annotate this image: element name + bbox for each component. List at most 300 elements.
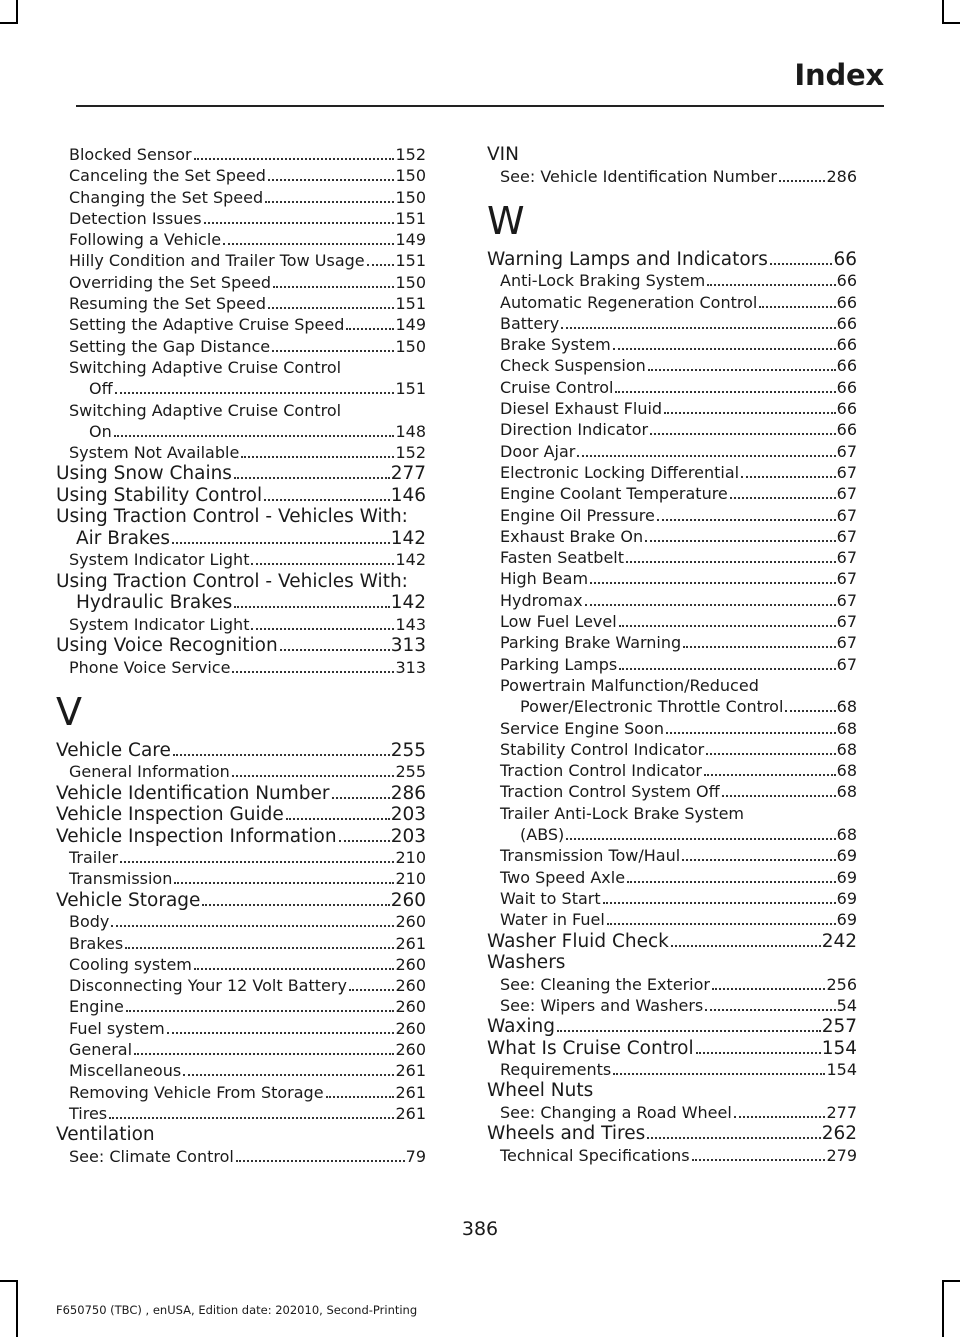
index-entry-text: Traction Control Indicator: [500, 761, 702, 781]
index-entry-text: Vehicle Identification Number: [56, 782, 330, 804]
index-subentry: [487, 441, 857, 462]
index-heading: VIN: [487, 144, 519, 165]
index-entry-text: What Is Cruise Control: [487, 1037, 694, 1059]
index-subentry: [487, 526, 857, 547]
index-entry-text: Engine: [69, 997, 124, 1017]
dot-leader: [234, 477, 390, 479]
index-entry-line2: [500, 824, 857, 845]
dot-leader: [183, 1074, 394, 1076]
page-ref: 149: [395, 315, 426, 335]
page-ref: 257: [821, 1016, 857, 1038]
page-ref: 260: [395, 976, 426, 996]
index-subentry: [487, 419, 857, 440]
index-entry-text-line1: Using Traction Control - Vehicles With:: [56, 506, 408, 528]
dot-leader: [273, 286, 394, 288]
index-entry-text: Using Voice Recognition: [56, 635, 278, 657]
page-ref: 67: [836, 612, 857, 632]
dot-leader: [204, 222, 395, 224]
page-ref: 203: [390, 825, 426, 847]
page-ref: 142: [390, 527, 426, 549]
page-ref: 261: [395, 1103, 426, 1123]
dot-leader: [585, 604, 836, 606]
index-subentry: [487, 568, 857, 589]
index-subentry: [56, 1018, 426, 1039]
dot-leader: [566, 838, 835, 840]
dot-leader: [607, 923, 836, 925]
index-subentry: [487, 313, 857, 334]
page-ref: 313: [395, 657, 426, 677]
index-subentry: [56, 933, 426, 954]
index-entry-text: Setting the Gap Distance: [69, 336, 271, 356]
dot-leader: [561, 327, 835, 329]
index-subentry: [56, 144, 426, 165]
index-subentry: [56, 187, 426, 208]
page-ref: 277: [826, 1102, 857, 1122]
index-entry-text: Using Snow Chains: [56, 463, 232, 485]
page-ref: 66: [836, 313, 857, 333]
index-entry-text: Service Engine Soon: [500, 718, 665, 738]
page-ref: 152: [395, 145, 426, 164]
index-subentry: [56, 314, 426, 335]
crop-mark-bottom-right-vertical: [942, 1280, 944, 1337]
index-entry-text: Wait to Start: [500, 888, 601, 908]
page-ref: 262: [821, 1123, 857, 1145]
index-subentry: [487, 632, 857, 653]
dot-leader: [666, 732, 836, 734]
page-ref: 67: [836, 441, 857, 461]
index-entry: [56, 740, 426, 762]
page-ref: 67: [836, 569, 857, 589]
index-subentry: [487, 1059, 857, 1080]
dot-leader: [232, 775, 395, 777]
crop-mark-bottom-left-horizontal: [0, 1280, 16, 1282]
dot-leader: [759, 306, 835, 308]
index-entry-text: See: Wipers and Washers: [500, 995, 704, 1015]
index-entry-text: Blocked Sensor: [69, 145, 192, 164]
index-subentry: [487, 611, 857, 632]
index-entry-wrapped: [56, 506, 426, 549]
page-ref: 66: [836, 271, 857, 291]
index-entry: [487, 249, 857, 271]
page-ref: 261: [395, 1082, 426, 1102]
index-entry-text: Door Ajar: [500, 441, 576, 461]
crop-mark-top-left-horizontal: [0, 22, 16, 24]
page-ref: 150: [395, 272, 426, 292]
index-entry-text: Anti-Lock Braking System: [500, 271, 706, 291]
index-subentry: [487, 355, 857, 376]
dot-leader: [645, 540, 836, 542]
dot-leader: [615, 391, 835, 393]
dot-leader: [223, 243, 394, 245]
index-entry-text-line2: On: [89, 421, 112, 441]
index-subentry: [56, 1146, 426, 1167]
index-entry-text: High Beam: [500, 569, 589, 589]
index-entry-text-line1: Switching Adaptive Cruise Control: [69, 400, 342, 420]
page-ref: 66: [836, 377, 857, 397]
index-entry-text: Tires: [69, 1103, 108, 1123]
page-ref: 150: [395, 166, 426, 186]
index-entry-text: Transmission: [69, 869, 173, 889]
index-subentry: [487, 974, 857, 995]
index-subentry: [56, 293, 426, 314]
index-subentry: [56, 761, 426, 782]
index-entry: [56, 783, 426, 805]
index-entry: [56, 485, 426, 507]
index-subentry: [487, 398, 857, 419]
index-entry-text: Stability Control Indicator: [500, 739, 705, 759]
index-entry-text: Requirements: [500, 1060, 612, 1080]
page-ref: 68: [836, 782, 857, 802]
index-entry-text: Miscellaneous: [69, 1061, 182, 1081]
index-subentry: [487, 781, 857, 802]
dot-leader: [286, 818, 390, 820]
index-entry-text: Engine Coolant Temperature: [500, 484, 728, 504]
index-subentry-wrapped: [56, 400, 426, 443]
dot-leader: [682, 859, 835, 861]
index-entry: [487, 931, 857, 953]
dot-leader: [705, 1009, 835, 1011]
dot-leader: [722, 795, 836, 797]
page-ref: 210: [395, 848, 426, 868]
index-entry-text: Removing Vehicle From Storage: [69, 1082, 324, 1102]
index-entry-text: Following a Vehicle: [69, 230, 222, 250]
index-entry-text: Washer Fluid Check: [487, 930, 669, 952]
dot-leader: [232, 671, 394, 673]
header-divider: [76, 105, 884, 107]
page-ref: 68: [836, 761, 857, 781]
dot-leader: [172, 542, 390, 544]
index-entry-text: Parking Brake Warning: [500, 633, 682, 653]
index-entry-text: Detection Issues: [69, 208, 202, 228]
crop-mark-bottom-right-horizontal: [944, 1280, 960, 1282]
index-subentry: [56, 996, 426, 1017]
page-ref: 142: [395, 550, 426, 570]
index-subentry: [56, 975, 426, 996]
index-entry-text: Automatic Regeneration Control: [500, 292, 758, 312]
index-entry-text-line2: (ABS): [520, 825, 565, 845]
dot-leader: [603, 902, 836, 904]
index-subentry: [487, 462, 857, 483]
dot-leader: [770, 263, 833, 265]
dot-leader: [785, 710, 835, 712]
dot-leader: [241, 456, 394, 458]
page-ref: 242: [821, 930, 857, 952]
index-entry-text: Canceling the Set Speed: [69, 166, 266, 186]
dot-leader: [683, 646, 835, 648]
index-entry-line2: [69, 421, 426, 442]
dot-leader: [268, 179, 395, 181]
index-entry-text: System Not Available: [69, 443, 240, 463]
page-ref: 54: [836, 995, 857, 1015]
page-ref: 148: [395, 421, 426, 441]
index-subentry: [487, 718, 857, 739]
index-entry-text-line2: Hydraulic Brakes: [76, 592, 233, 614]
dot-leader: [613, 1073, 825, 1075]
index-subentry: [56, 614, 426, 635]
index-subentry: [56, 1039, 426, 1060]
dot-leader: [264, 499, 390, 501]
page-ref: 279: [826, 1145, 857, 1165]
page-ref: 151: [395, 208, 426, 228]
index-subentry: [56, 229, 426, 250]
index-subentry: [487, 995, 857, 1016]
dot-leader: [265, 201, 394, 203]
index-entry-text: Direction Indicator: [500, 420, 649, 440]
index-entry-line2: [500, 696, 857, 717]
index-entry: [56, 826, 426, 848]
dot-leader: [194, 968, 395, 970]
index-subentry: [487, 166, 857, 187]
dot-leader: [167, 1032, 395, 1034]
index-entry-text: Cooling system: [69, 954, 192, 974]
index-subentry: [56, 1082, 426, 1103]
dot-leader: [367, 264, 395, 266]
index-subentry: [56, 657, 426, 678]
dot-leader: [268, 307, 394, 309]
index-entry: [487, 1038, 857, 1060]
index-subentry: [56, 954, 426, 975]
dot-leader: [650, 433, 836, 435]
dot-leader: [692, 1159, 826, 1161]
index-heading: Washers: [487, 952, 566, 973]
page-ref: 66: [833, 248, 857, 270]
page-ref: 255: [390, 739, 426, 761]
dot-leader: [251, 563, 394, 565]
index-heading: Ventilation: [56, 1124, 155, 1146]
page-ref: 67: [836, 654, 857, 674]
index-entry-text: See: Vehicle Identification Number: [500, 166, 777, 186]
page-ref: 277: [390, 463, 426, 485]
index-entry-text: Resuming the Set Speed: [69, 294, 266, 314]
dot-leader: [272, 350, 394, 352]
index-entry-text: Check Suspension: [500, 356, 646, 376]
index-entry: [56, 890, 426, 912]
dot-leader: [339, 840, 390, 842]
dot-leader: [280, 649, 390, 651]
index-subentry: [487, 270, 857, 291]
page-ref: 260: [395, 1040, 426, 1060]
page-ref: 260: [390, 889, 426, 911]
page-ref: 150: [395, 187, 426, 207]
dot-leader: [111, 925, 394, 927]
index-entry-text: See: Climate Control: [69, 1146, 234, 1166]
index-subentry: [487, 292, 857, 313]
index-entry-text: Diesel Exhaust Fluid: [500, 399, 663, 419]
index-entry-text: Transmission Tow/Haul: [500, 846, 681, 866]
index-section-letter: W: [487, 198, 525, 243]
index-entry-text: Warning Lamps and Indicators: [487, 248, 768, 270]
index-entry-text: Using Stability Control: [56, 484, 263, 506]
page-ref: 66: [836, 420, 857, 440]
page-ref: 142: [390, 592, 426, 614]
index-entry-text: See: Cleaning the Exterior: [500, 974, 710, 994]
index-subentry: [56, 250, 426, 271]
index-subentry: [487, 739, 857, 760]
dot-leader: [332, 797, 390, 799]
index-section-letter: V: [56, 689, 82, 734]
index-entry-text: Battery: [500, 313, 560, 333]
dot-leader: [590, 582, 836, 584]
page-ref: 66: [836, 399, 857, 419]
index-entry: [487, 1016, 857, 1038]
page-ref: 67: [836, 526, 857, 546]
index-entry-text: Engine Oil Pressure: [500, 505, 655, 525]
index-subentry: [56, 208, 426, 229]
index-subentry: [56, 1060, 426, 1081]
page-ref: 210: [395, 869, 426, 889]
page-ref: 66: [836, 292, 857, 312]
index-subentry: [56, 868, 426, 889]
page-ref: 313: [390, 635, 426, 657]
index-entry-text: Wheels and Tires: [487, 1123, 646, 1145]
crop-mark-bottom-left-vertical: [16, 1280, 18, 1337]
page-ref: 150: [395, 336, 426, 356]
dot-leader: [251, 628, 394, 630]
page-ref: 260: [395, 954, 426, 974]
index-entry-text-line1: Powertrain Malfunction/Reduced: [500, 675, 759, 695]
dot-leader: [730, 497, 836, 499]
dot-leader: [647, 1137, 820, 1139]
index-entry-text: Setting the Adaptive Cruise Speed: [69, 315, 345, 335]
index-subentry: [487, 888, 857, 909]
page-ref: 66: [836, 356, 857, 376]
page-ref: 260: [395, 1018, 426, 1038]
page-ref: 67: [836, 462, 857, 482]
page-ref: 151: [395, 379, 426, 399]
index-entry-text: General: [69, 1040, 133, 1060]
index-entry-text: Exhaust Brake On: [500, 526, 644, 546]
page-ref: 151: [395, 294, 426, 314]
dot-leader: [577, 455, 835, 457]
index-entry-text: Vehicle Inspection Guide: [56, 804, 284, 826]
dot-leader: [173, 754, 390, 756]
index-subentry: [487, 867, 857, 888]
index-subentry: [487, 909, 857, 930]
index-entry-text: Changing the Set Speed: [69, 187, 264, 207]
dot-leader: [707, 284, 835, 286]
dot-leader: [236, 1160, 405, 1162]
index-entry-text: System Indicator Light: [69, 550, 250, 570]
index-subentry: [487, 845, 857, 866]
index-entry-line2: [56, 592, 426, 614]
index-subentry: [56, 549, 426, 570]
page-ref: 256: [826, 974, 857, 994]
dot-leader: [202, 904, 389, 906]
index-entry: [56, 635, 426, 657]
dot-leader: [349, 989, 395, 991]
index-entry-text: Fasten Seatbelt: [500, 548, 625, 568]
page-ref: 67: [836, 548, 857, 568]
index-subentry: [487, 1102, 857, 1123]
index-entry-text-line1: Switching Adaptive Cruise Control: [69, 357, 342, 377]
page-ref: 143: [395, 614, 426, 634]
page-ref: 260: [395, 912, 426, 932]
crop-mark-top-right-horizontal: [944, 22, 960, 24]
index-entry-text: Parking Lamps: [500, 654, 618, 674]
dot-leader: [696, 1052, 821, 1054]
page-ref: 146: [390, 484, 426, 506]
dot-leader: [613, 348, 836, 350]
dot-leader: [557, 1030, 821, 1032]
dot-leader: [712, 988, 825, 990]
dot-leader: [619, 625, 836, 627]
page-number: 386: [461, 1218, 499, 1240]
index-entry-text: Low Fuel Level: [500, 612, 617, 632]
page-ref: 67: [836, 590, 857, 610]
page-ref: 154: [826, 1060, 857, 1080]
index-entry-text: Brakes: [69, 933, 124, 953]
dot-leader: [346, 328, 394, 330]
page-ref: 69: [836, 846, 857, 866]
index-entry-text: Trailer: [69, 848, 119, 868]
crop-mark-top-right-vertical: [942, 0, 944, 24]
dot-leader: [125, 947, 394, 949]
page-ref: 149: [395, 230, 426, 250]
index-column-right: [487, 144, 857, 1166]
index-entry-line2: [69, 378, 426, 399]
index-subentry: [56, 165, 426, 186]
dot-leader: [734, 1116, 826, 1118]
index-subentry: [487, 760, 857, 781]
index-entry-text: Phone Voice Service: [69, 657, 231, 677]
dot-leader: [114, 435, 395, 437]
page-ref: 68: [836, 825, 857, 845]
index-subentry-wrapped: [487, 803, 857, 846]
index-subentry: [487, 505, 857, 526]
dot-leader: [134, 1053, 394, 1055]
index-subentry: [56, 442, 426, 463]
dot-leader: [626, 561, 836, 563]
index-subentry: [487, 547, 857, 568]
dot-leader: [706, 753, 835, 755]
index-entry-text: See: Changing a Road Wheel: [500, 1102, 732, 1122]
dot-leader: [194, 158, 395, 160]
index-entry-text: Electronic Locking Differential: [500, 462, 740, 482]
page-ref: 67: [836, 505, 857, 525]
page-ref: 68: [836, 718, 857, 738]
index-entry-text: Technical Specifications: [500, 1145, 690, 1165]
page-ref: 203: [390, 804, 426, 826]
index-entry-text: Vehicle Storage: [56, 889, 201, 911]
dot-leader: [779, 180, 826, 182]
dot-leader: [126, 1010, 395, 1012]
index-entry: [56, 463, 426, 485]
index-entry-text: Disconnecting Your 12 Volt Battery: [69, 976, 347, 996]
index-entry-text: General Information: [69, 762, 230, 782]
page-ref: 67: [836, 633, 857, 653]
page-ref: 286: [390, 782, 426, 804]
index-subentry: [487, 654, 857, 675]
index-subentry: [487, 590, 857, 611]
index-subentry: [487, 377, 857, 398]
index-entry-text: Fuel system: [69, 1018, 165, 1038]
page-ref: 261: [395, 1061, 426, 1081]
index-entry-text: Traction Control System Off: [500, 782, 720, 802]
page-ref: 154: [821, 1037, 857, 1059]
crop-mark-top-left-vertical: [16, 0, 18, 24]
page-ref: 261: [395, 933, 426, 953]
dot-leader: [664, 412, 836, 414]
index-subentry: [56, 336, 426, 357]
dot-leader: [109, 1117, 394, 1119]
index-entry-text: Body: [69, 912, 110, 932]
index-entry: [56, 804, 426, 826]
page-ref: 68: [836, 739, 857, 759]
index-entry-text: Vehicle Inspection Information: [56, 825, 337, 847]
index-entry-text: Hilly Condition and Trailer Tow Usage: [69, 251, 365, 271]
dot-leader: [741, 476, 836, 478]
page-ref: 255: [395, 762, 426, 782]
